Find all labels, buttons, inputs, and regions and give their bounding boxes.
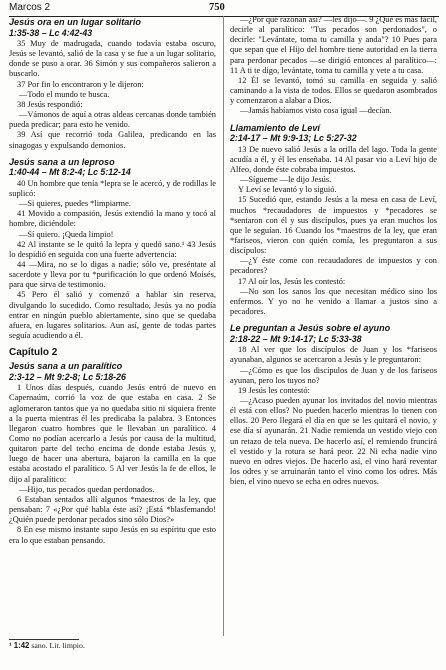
right-column: [230, 15, 437, 635]
paragraph: 15 Sucedió que, estando Jesús a la mesa en casa de Leví, muchos *recaudadores de impuestos y *pecadores se *sentaron con él y sus discípulos, pues ya eran muchos los que le seguían. 16 Cuando los *maestros de la ley, que eran *fariseos, vieron con quién comía, les preguntaron a sus discípulos:: [230, 195, 437, 256]
section-title: Le preguntan a Jesús sobre el ayuno: [230, 323, 391, 334]
paragraph: 19 Jesús les contestó:: [238, 385, 310, 395]
dialogue-line: —Sí quiero. ¡Queda limpio!: [19, 229, 114, 239]
book-chapter-label: Marcos 2: [9, 2, 51, 13]
paragraph: 39 Así que recorrió toda Galilea, predicando en las sinagogas y expulsando demonios.: [9, 130, 216, 150]
paragraph: Y Leví se levantó y lo siguió.: [238, 185, 337, 195]
dialogue-line: —Si quieres, puedes *limpiarme.: [19, 199, 131, 209]
paragraph: 12 Él se levantó, tomó su camilla en seguida y salió caminando a la vista de todos. Ellos se quedaron asombrados y comenzaron a alabar a Dios.: [230, 75, 437, 106]
paragraph: 42 Al instante se le quitó la lepra y quedó sano.¹ 43 Jesús lo despidió en seguida con una fuerte advertencia:: [9, 239, 216, 259]
dialogue-line: —Sígueme —le dijo Jesús.: [240, 175, 332, 185]
dialogue-line: —Jamás habíamos visto cosa igual —decían.: [240, 106, 392, 116]
section-reference: 2:3-12 – Mt 9:2-8; Lc 5:18-26: [9, 371, 126, 382]
paragraph: 18 Al ver que los discípulos de Juan y los *fariseos ayunaban, algunos se acercaron a Jesús y le preguntaron:: [230, 345, 437, 365]
dialogue-line: —¿Y éste come con recaudadores de impuestos y con pecadores?: [230, 256, 437, 276]
footnote-text: sano. Lit. limpio.: [31, 641, 85, 650]
paragraph: 6 Estaban sentados allí algunos *maestros de la ley, que pensaban: 7 «¿Por qué habla éste así? ¡Está *blasfemando! ¿Quién puede perdonar pecados sino sólo Dios?»: [9, 494, 216, 525]
paragraph: 45 Pero él salió y comenzó a hablar sin reserva, divulgando lo sucedido. Como resultado, Jesús ya no podía entrar en ningún pueblo abiertamente, sino que se quedaba afuera, en lugares solitarios. Aun así, gente de todas partes seguía acudiendo a él.: [9, 290, 216, 341]
footnote-ref: ¹ 1:42: [9, 641, 30, 650]
footnote-rule: [9, 639, 79, 640]
paragraph: 17 Al oír los, Jesús les contestó:: [238, 276, 346, 286]
paragraph: 1 Unos días después, cuando Jesús entró de nuevo en Capernaúm, corrió la voz de que estaba en casa. 2 Se aglomeraron tantos que ya no quedaba sitio ni siquiera frente a la puerta mientras él les predicaba la palabra. 3 Entonces llegaron cuatro hombres que le llevaban un paralítico. 4 Como no podían acercarlo a Jesús por causa de la multitud, quitaron parte del techo encima de donde estaba Jesús y, luego de hacer una abertura, bajaron la camilla en la que estaba acostado el paralítico. 5 Al ver Jesús la fe de ellos, le dijo al paralítico:: [9, 383, 216, 484]
column-divider: [223, 16, 224, 636]
paragraph: 38 Jesús respondió:: [17, 99, 83, 109]
dialogue-line: —Hijo, tus pecados quedan perdonados.: [19, 484, 155, 494]
section-reference: 1:35-38 – Lc 4:42-43: [9, 27, 93, 38]
dialogue-line: —No son los sanos los que necesitan médico sino los enfermos. Y yo no he venido a llamar a justos sino a pecadores.: [230, 286, 437, 317]
chapter-heading: Capítulo 2: [9, 347, 58, 359]
left-column: [9, 15, 216, 635]
paragraph: 44 —Mira, no se lo digas a nadie; sólo ve, preséntate al sacerdote y lleva por tu *purificación lo que ordenó Moisés, para que sirva de testimonio.: [9, 259, 216, 290]
section-reference: 1:40-44 – Mt 8:2-4; Lc 5:12-14: [9, 167, 131, 178]
paragraph: 13 De nuevo salió Jesús a la orilla del lago. Toda la gente acudía a él, y él les enseñaba. 14 Al pasar vio a Leví hijo de Alfeo, donde éste cobraba impuestos.: [230, 144, 437, 174]
page-number: 750: [209, 2, 225, 13]
section-title: Jesús sana a un leproso: [9, 156, 115, 167]
paragraph: 41 Movido a compasión, Jesús extendió la mano y tocó al hombre, diciéndole:: [9, 209, 216, 229]
page-header: [9, 2, 437, 16]
section-reference: 2:14-17 – Mt 9:9-13; Lc 5:27-32: [230, 133, 357, 144]
dialogue-line: —¿Cómo es que los discípulos de Juan y de los fariseos ayunan, pero los tuyos no?: [230, 365, 437, 385]
section-reference: 2:18-22 – Mt 9:14-17; Lc 5:33-38: [230, 333, 362, 344]
paragraph: 8 En ese mismo instante supo Jesús en su espíritu que esto era lo que estaban pensando.: [9, 525, 216, 545]
paragraph: 40 Un hombre que tenía *lepra se le acercó, y de rodillas le suplicó:: [9, 178, 216, 198]
dialogue-line: —Vámonos de aquí a otras aldeas cercanas donde también pueda predicar; para esto he venido.: [9, 110, 216, 130]
section-title: Jesús ora en un lugar solitario: [9, 17, 141, 27]
paragraph: 37 Por fin lo encontraron y le dijeron:: [17, 79, 144, 89]
section-title: Jesús sana a un paralítico: [9, 361, 123, 372]
dialogue-line: —¿Por qué razonan así? —les dijo—. 9 ¿Qué es más fácil, decirle al paralítico: "Tus pecados son perdonados", o decirle: "Levántate, toma tu camilla y anda"? 10 Pues para que sepan que el Hijo del hombre tiene autoridad en la tierra para perdonar pecados —se dirigió entonces al paralítico—: 11 A ti te digo, levántate, toma tu camilla y vete a tu casa.: [230, 15, 437, 75]
paragraph: 35 Muy de madrugada, cuando todavía estaba oscuro, Jesús se levantó, salió de la casa y se fue a un lugar solitario, donde se puso a orar. 36 Simón y sus compañeros salieron a buscarlo.: [9, 39, 216, 79]
dialogue-line: —¿Acaso pueden ayunar los invitados del novio mientras él está con ellos? No pueden hacerlo mientras lo tienen con ellos. 20 Pero llegará el día en que se les quitará el novio, y ese día sí ayunarán. 21 Nadie remienda un vestido viejo con un retazo de tela nueva. De hacerlo así, el remiendo fruncirá el vestido y la rotura se hará peor. 22 Ni echa nadie vino nuevo en odres viejos. De hacerlo así, el vino hará reventar los odres y se arruinarán tanto el vino como los odres. Más bien, el vino nuevo se echa en odres nuevos.: [230, 396, 437, 487]
section-title: Llamamiento de Leví: [230, 122, 320, 133]
dialogue-line: —Todo el mundo te busca.: [19, 89, 110, 99]
footnote: [9, 641, 219, 651]
